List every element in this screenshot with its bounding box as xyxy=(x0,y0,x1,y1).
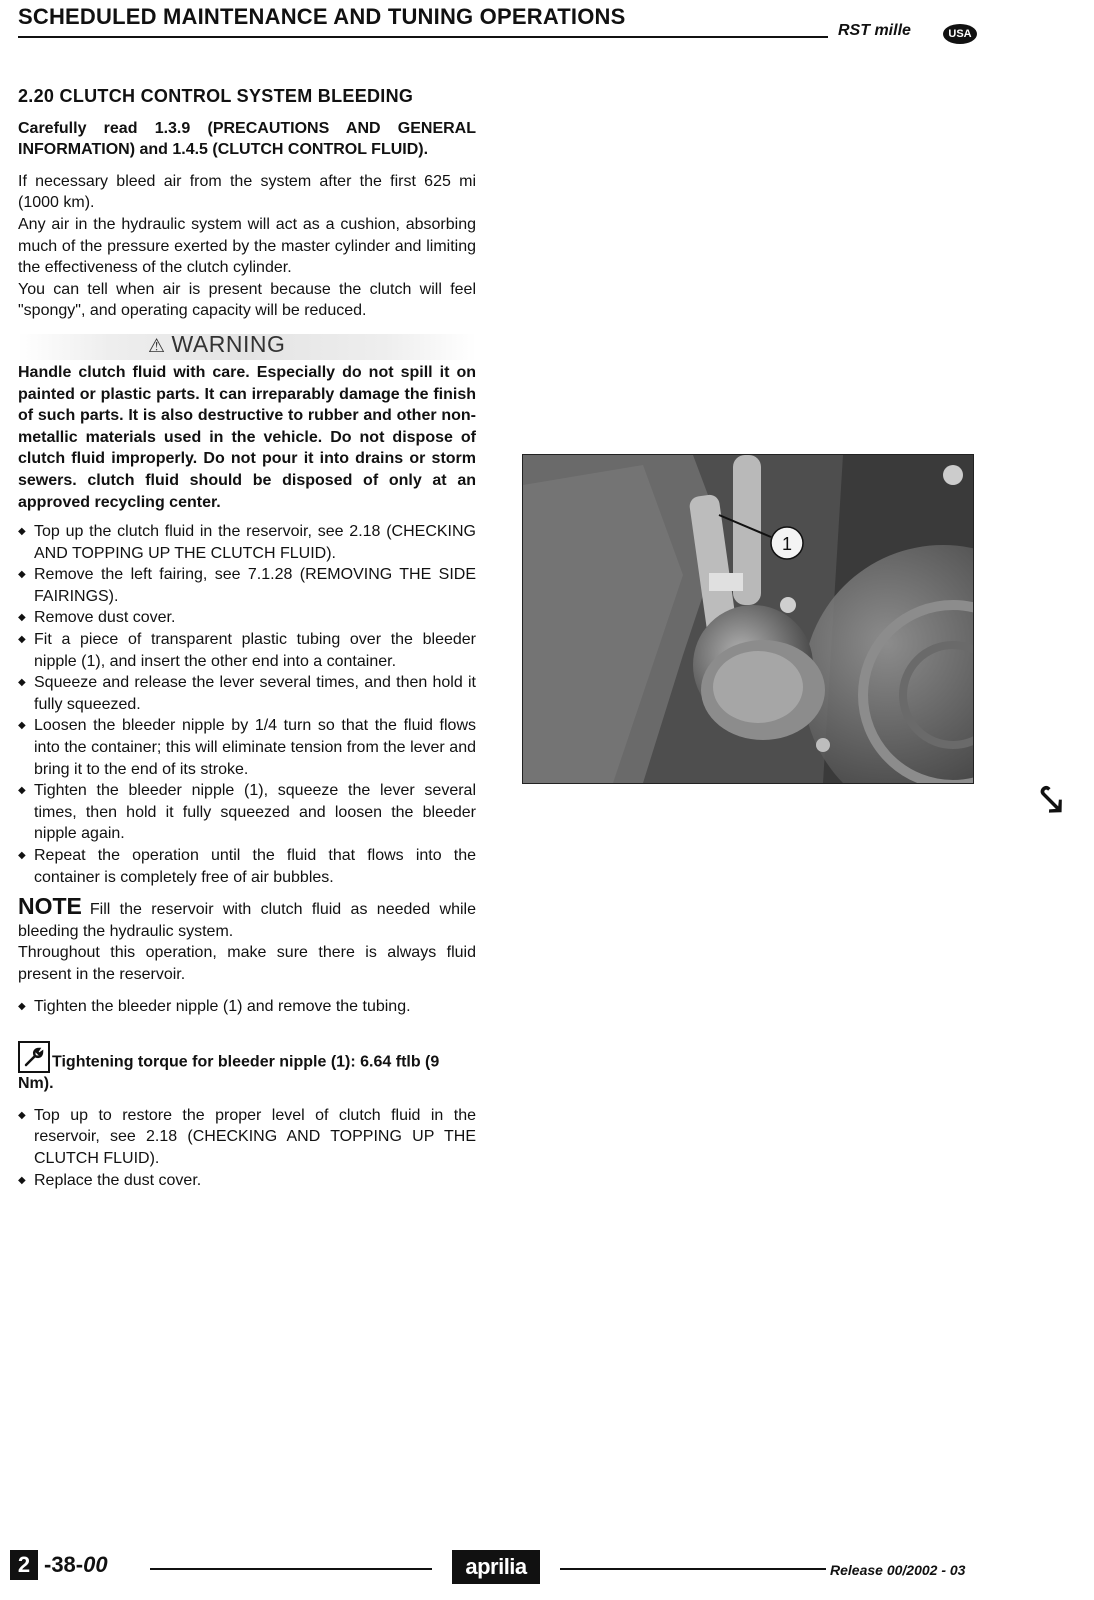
release-info: Release 00/2002 - 03 xyxy=(830,1562,966,1578)
list-item: ◆ Remove the left fairing, see 7.1.28 (REMOVING THE SIDE FAIRINGS). xyxy=(18,564,476,607)
procedure-steps xyxy=(18,521,476,888)
brand-logo: aprilia xyxy=(452,1550,540,1584)
page-suffix: 00 xyxy=(83,1552,108,1577)
text-column xyxy=(18,86,476,1191)
list-item: ◆ Top up to restore the proper level of clutch fluid in the reservoir, see 2.18 (CHECKING AND TOPPING UP THE CLUTCH FLUID). xyxy=(18,1105,476,1170)
warning-banner xyxy=(18,330,476,360)
section-number-badge: 2 xyxy=(10,1550,38,1580)
note-label: NOTE xyxy=(18,893,82,920)
intro-paragraph-3: You can tell when air is present because the clutch will feel "spongy", and operating capacity will be reduced. xyxy=(18,280,476,320)
warning-label: WARNING xyxy=(171,330,286,357)
page-number xyxy=(44,1552,108,1578)
photo-illustration xyxy=(523,455,973,783)
header-title: SCHEDULED MAINTENANCE AND TUNING OPERATIONS xyxy=(18,4,626,29)
model-name: RST mille xyxy=(838,22,911,39)
torque-text: Tightening torque for bleeder nipple (1): 6.64 ftlb (9 Nm). xyxy=(18,1053,440,1093)
procedure-steps-2 xyxy=(18,996,476,1018)
list-item: ◆ Repeat the operation until the fluid that flows into the container is completely free of air bubbles. xyxy=(18,845,476,888)
note-text: Fill the reservoir with clutch fluid as needed while bleeding the hydraulic system. xyxy=(18,901,476,940)
list-item: ◆ Tighten the bleeder nipple (1), squeeze the lever several times, then hold it fully squeezed and loosen the bleeder nipple again. xyxy=(18,780,476,845)
footer-rule-left xyxy=(150,1568,432,1570)
callout-label: 1 xyxy=(781,534,793,554)
note-block xyxy=(18,893,476,942)
clutch-bleeder-photo xyxy=(522,454,974,784)
list-item: ◆ Top up the clutch fluid in the reservoir, see 2.18 (CHECKING AND TOPPING UP THE CLUTCH FLUID). xyxy=(18,521,476,564)
list-item: ◆ Tighten the bleeder nipple (1) and remove the tubing. xyxy=(18,996,476,1018)
list-item: ◆ Fit a piece of transparent plastic tubing over the bleeder nipple (1), and insert the other end into a container. xyxy=(18,629,476,672)
wrench-icon xyxy=(18,1041,50,1073)
usa-badge: USA xyxy=(943,24,977,44)
intro-paragraph-2: Any air in the hydraulic system will act as a cushion, absorbing much of the pressure exerted by the master cylinder and limiting the effectiveness of the clutch cylinder. xyxy=(18,215,476,277)
lead-paragraph: Carefully read 1.3.9 (PRECAUTIONS AND GENERAL INFORMATION) and 1.4.5 (CLUTCH CONTROL FLUID). xyxy=(18,119,476,159)
footer-rule-right xyxy=(560,1568,826,1570)
page-number-text: -38- xyxy=(44,1552,84,1577)
procedure-steps-3 xyxy=(18,1105,476,1191)
warning-text: Handle clutch fluid with care. Especially do not spill it on painted or plastic parts. It can irreparably damage the finish of such parts. It is also destructive to rubber and other non-metallic materials used in the vehicle. Do not dispose of clutch fluid improperly. Do not pour it into drains or storm sewers. clutch fluid should be disposed of only at an approved recycling center. xyxy=(18,363,476,511)
list-item: ◆ Remove dust cover. xyxy=(18,607,476,629)
binding-mark: ⤥ xyxy=(1040,778,1063,822)
torque-spec xyxy=(18,1041,476,1095)
list-item: ◆ Replace the dust cover. xyxy=(18,1170,476,1192)
intro-paragraph-1: If necessary bleed air from the system after the first 625 mi (1000 km). xyxy=(18,172,476,212)
note-text-2: Throughout this operation, make sure there is always fluid present in the reservoir. xyxy=(18,944,476,983)
warning-triangle-icon: ⚠ xyxy=(148,335,166,357)
header-rule xyxy=(18,36,828,38)
warning-heading xyxy=(148,330,286,358)
section-title: 2.20 CLUTCH CONTROL SYSTEM BLEEDING xyxy=(18,86,414,106)
list-item: ◆ Squeeze and release the lever several times, and then hold it fully squeezed. xyxy=(18,672,476,715)
list-item: ◆ Loosen the bleeder nipple by 1/4 turn so that the fluid flows into the container; this will eliminate tension from the lever and bring it to the end of its stroke. xyxy=(18,715,476,780)
